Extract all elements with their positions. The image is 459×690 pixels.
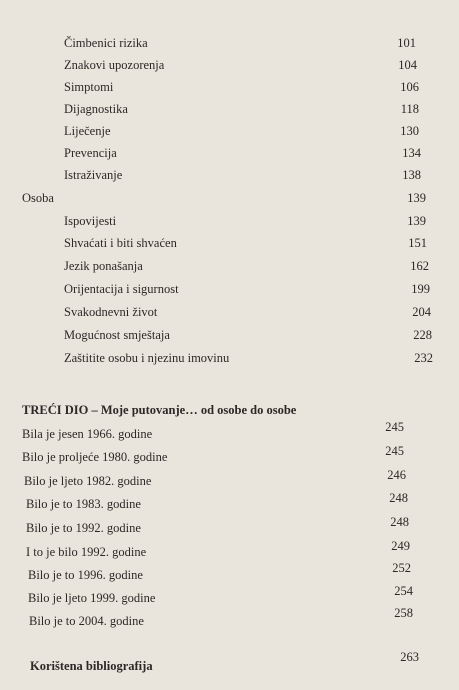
toc-entry-page: 263 bbox=[400, 650, 419, 664]
toc-entry-page: 248 bbox=[390, 515, 409, 529]
toc-entry-title: Bilo je to 2004. godine bbox=[29, 614, 144, 628]
toc-entry-title: Zaštitite osobu i njezinu imovinu bbox=[64, 351, 230, 365]
toc-chapter-title: Osoba bbox=[22, 191, 54, 205]
toc-entry-page: 248 bbox=[389, 491, 408, 505]
toc-entry-title: Čimbenici rizika bbox=[64, 36, 148, 50]
toc-entry-title: Svakodnevni život bbox=[64, 305, 158, 319]
toc-entry-title: Simptomi bbox=[64, 80, 114, 94]
toc-entry-title: Bilo je proljeće 1980. godine bbox=[22, 450, 168, 464]
toc-entry-title: Bilo je to 1992. godine bbox=[26, 521, 141, 535]
toc-entry-title: Dijagnostika bbox=[64, 102, 128, 116]
toc-entry-title: Bilo je ljeto 1999. godine bbox=[28, 591, 156, 605]
toc-entry-title: Bilo je to 1983. godine bbox=[26, 497, 141, 511]
toc-entry-title: Istraživanje bbox=[64, 168, 123, 182]
toc-entry-page: 246 bbox=[387, 468, 406, 482]
toc-entry-page: 228 bbox=[413, 328, 432, 342]
toc-entry-page: 204 bbox=[412, 305, 431, 319]
toc-entry-page: 138 bbox=[402, 168, 421, 182]
toc-entry-title: Znakovi upozorenja bbox=[64, 58, 165, 72]
toc-entry-page: 101 bbox=[397, 36, 416, 50]
toc-entry-page: 139 bbox=[407, 191, 426, 205]
toc-entry-page: 162 bbox=[410, 259, 429, 273]
toc-entry-page: 245 bbox=[385, 444, 404, 458]
toc-entry-page: 130 bbox=[400, 124, 419, 138]
bibliography-heading: Korištena bibliografija bbox=[30, 659, 153, 673]
toc-entry-title: I to je bilo 1992. godine bbox=[26, 545, 147, 559]
toc-entry-title: Prevencija bbox=[64, 146, 117, 160]
toc-entry-title: Ispovijesti bbox=[64, 214, 117, 228]
toc-entry-page: 104 bbox=[398, 58, 417, 72]
toc-entry-title: Jezik ponašanja bbox=[64, 259, 143, 273]
toc-entry-page: 258 bbox=[394, 606, 413, 620]
toc-entry-page: 118 bbox=[400, 102, 419, 116]
toc-entry-page: 249 bbox=[391, 539, 410, 553]
toc-entry-title: Mogućnost smještaja bbox=[64, 328, 170, 342]
toc-entry-page: 151 bbox=[408, 236, 427, 250]
toc-entry-page: 252 bbox=[392, 561, 411, 575]
toc-entry-page: 139 bbox=[407, 214, 426, 228]
toc-entry-page: 134 bbox=[402, 146, 421, 160]
toc-entry-page: 254 bbox=[394, 584, 413, 598]
toc-entry-title: Shvaćati i biti shvaćen bbox=[64, 236, 177, 250]
toc-entry-title: Liječenje bbox=[64, 124, 111, 138]
toc-entry-title: Bila je jesen 1966. godine bbox=[22, 427, 153, 441]
toc-entry-page: 106 bbox=[400, 80, 419, 94]
toc-entry-title: Bilo je ljeto 1982. godine bbox=[24, 474, 152, 488]
toc-entry-title: Orijentacija i sigurnost bbox=[64, 282, 179, 296]
part-heading: TREĆI DIO – Moje putovanje… od osobe do osobe bbox=[22, 403, 297, 417]
toc-entry-title: Bilo je to 1996. godine bbox=[28, 568, 143, 582]
toc-entry-page: 232 bbox=[414, 351, 433, 365]
toc-entry-page: 199 bbox=[411, 282, 430, 296]
toc-entry-page: 245 bbox=[385, 420, 404, 434]
